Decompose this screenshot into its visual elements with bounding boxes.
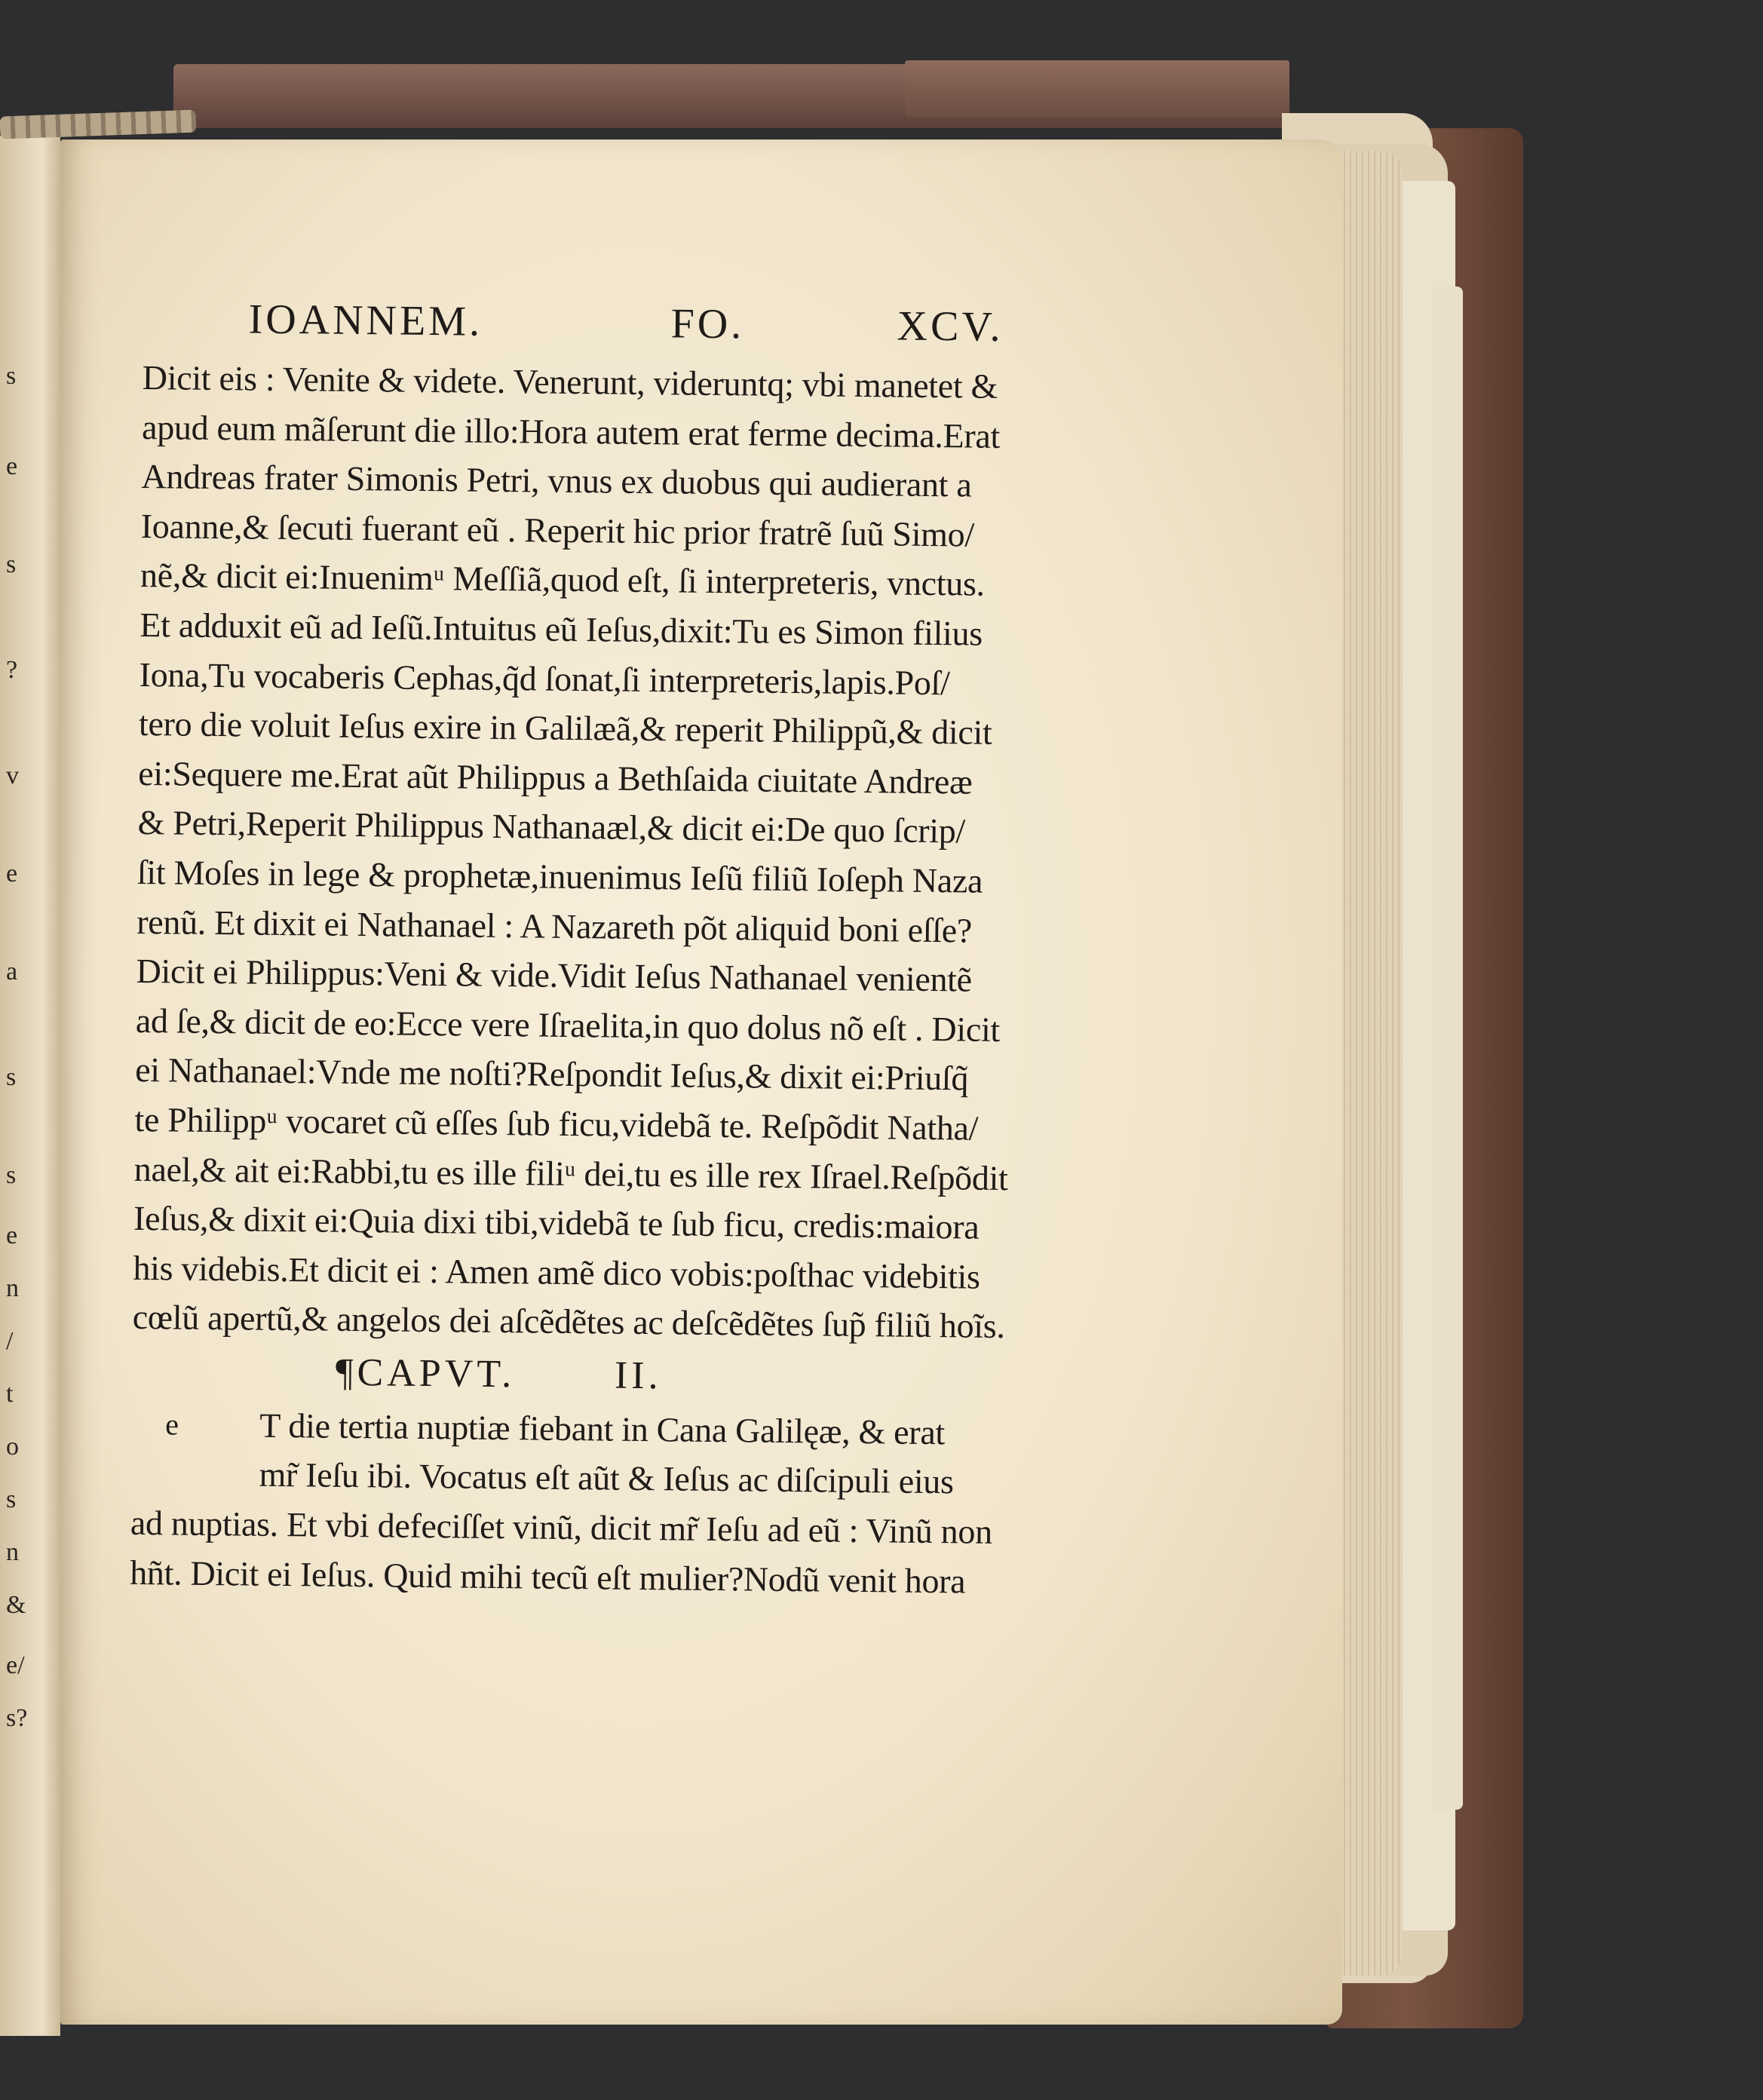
text-line: Ieſus,& dixit ei:Quia dixi tibi,videbã te ſub ficu, credis:maiora	[133, 1199, 980, 1246]
text-line: ei Nathanael:Vnde me noſti?Reſpondit Ieſus,& dixit ei:Priuſq̃	[134, 1050, 969, 1098]
text-line: ad ſe,& dicit de eo:Ecce vere Iſraelita,in quo dolus nõ eſt . Dicit	[135, 1001, 1001, 1049]
text-line: his videbis.Et dicit ei : Amen amẽ dico vobis:poſthac videbitis	[133, 1248, 980, 1296]
left-page-fragment: s	[6, 1063, 17, 1091]
left-page-fragment: s	[6, 1161, 17, 1189]
left-page-fragment: s	[6, 1485, 17, 1513]
left-page-fragment: ?	[6, 656, 18, 684]
text-line: T die tertia nuptiæ fiebant in Cana Galilęæ, & erat	[259, 1406, 946, 1452]
left-page-fragment: e/	[6, 1651, 25, 1679]
left-page-fragment: a	[6, 958, 18, 986]
text-line: Et adduxit eũ ad Ieſũ.Intuitus eũ Ieſus,dixit:Tu es Simon filius	[140, 605, 983, 653]
text-line: Dicit eis : Venite & videte. Venerunt, videruntq; vbi manetet &	[142, 357, 998, 406]
running-head-title: IOANNEM.	[248, 296, 483, 345]
left-page-fragment: /	[6, 1327, 14, 1355]
text-line: renũ. Et dixit ei Nathanael : A Nazareth põt aliquid boni eſſe?	[136, 902, 973, 950]
text-line: Ioanne,& ſecuti fuerant eũ . Reperit hic prior fratrẽ ſuũ Simo/	[140, 506, 975, 554]
text-line: hñt. Dicit ei Ieſus. Quid mihi tecũ eſt mulier?Nodũ venit hora	[129, 1553, 966, 1601]
left-page-fragment: &	[6, 1591, 26, 1619]
book-page	[60, 139, 1342, 2025]
left-page-fragment: s	[6, 550, 17, 578]
page-text	[130, 294, 1093, 1607]
text-line: cœlũ apertũ,& angelos dei aſcẽdẽtes ac deſcẽdẽtes ſup̃ filiũ hoĩs.	[132, 1298, 1005, 1346]
text-line: te Philippᵘ vocaret cũ eſſes ſub ficu,videbã te. Reſpõdit Natha/	[134, 1099, 979, 1148]
text-line: nẽ,& dicit ei:Inuenimᵘ Meſſiã,quod eſt, ſi interpreteris, vnctus.	[140, 556, 986, 604]
text-line: Andreas frater Simonis Petri, vnus ex duobus qui audierant a	[141, 457, 972, 504]
text-line: & Petri,Reperit Philippus Nathanaæl,& dicit ei:De quo ſcrip/	[137, 803, 966, 851]
left-page-fragment: e	[6, 860, 18, 888]
left-page-fragment: e	[6, 452, 18, 480]
text-line: Dicit ei Philippus:Veni & vide.Vidit Ieſus Nathanael venientẽ	[136, 952, 973, 999]
chapter-caput: ¶CAPVT.	[335, 1350, 516, 1396]
left-page-fragment: t	[6, 1380, 14, 1408]
left-page-fragment: n	[6, 1538, 19, 1566]
guide-letter: e	[165, 1407, 179, 1442]
text-line: ſit Moſes in lege & prophetæ,inuenimus Ieſũ filiũ Ioſeph Naza	[136, 852, 983, 900]
chapter-body	[130, 1399, 1082, 1608]
text-line: nael,& ait ei:Rabbi,tu es ille filiᵘ dei,tu es ille rex Iſrael.Reſpõdit	[133, 1149, 1008, 1197]
chapter-number: II.	[614, 1354, 662, 1398]
binding-thread	[0, 109, 196, 139]
left-page-sliver	[0, 136, 60, 2036]
text-line: Iona,Tu vocaberis Cephas,q̃d ſonat,ſi interpreteris,lapis.Poſ/	[139, 655, 950, 702]
left-page-fragment: o	[6, 1433, 19, 1461]
left-page-fragment: v	[6, 762, 19, 789]
running-head	[143, 294, 1093, 363]
left-page-fragment: n	[6, 1274, 19, 1302]
text-line: tero die voluit Ieſus exire in Galilæã,& reperit Philippũ,& dicit	[138, 704, 992, 752]
text-line: ad nuptias. Et vbi defeciſſet vinũ, dicit mr̃ Ieſu ad eũ : Vinũ non	[130, 1503, 993, 1551]
folio-number: XCV.	[897, 302, 1004, 351]
text-line: ei:Sequere me.Erat aũt Philippus a Bethſaida ciuitate Andreæ	[138, 753, 973, 802]
loose-leaf-edge	[1433, 287, 1463, 1810]
left-page-fragment: s?	[6, 1704, 28, 1732]
left-page-fragment: s	[6, 362, 17, 390]
left-page-fragment: e	[6, 1222, 18, 1249]
folio-label: FO.	[670, 300, 745, 348]
text-line: mr̃ Ieſu ibi. Vocatus eſt aũt & Ieſus ac diſcipuli eius	[259, 1455, 954, 1501]
chapter-heading	[132, 1342, 1083, 1409]
text-line: apud eum mãſerunt die illo:Hora autem erat ferme decima.Erat	[141, 407, 1001, 455]
book-headband-right	[905, 60, 1289, 117]
